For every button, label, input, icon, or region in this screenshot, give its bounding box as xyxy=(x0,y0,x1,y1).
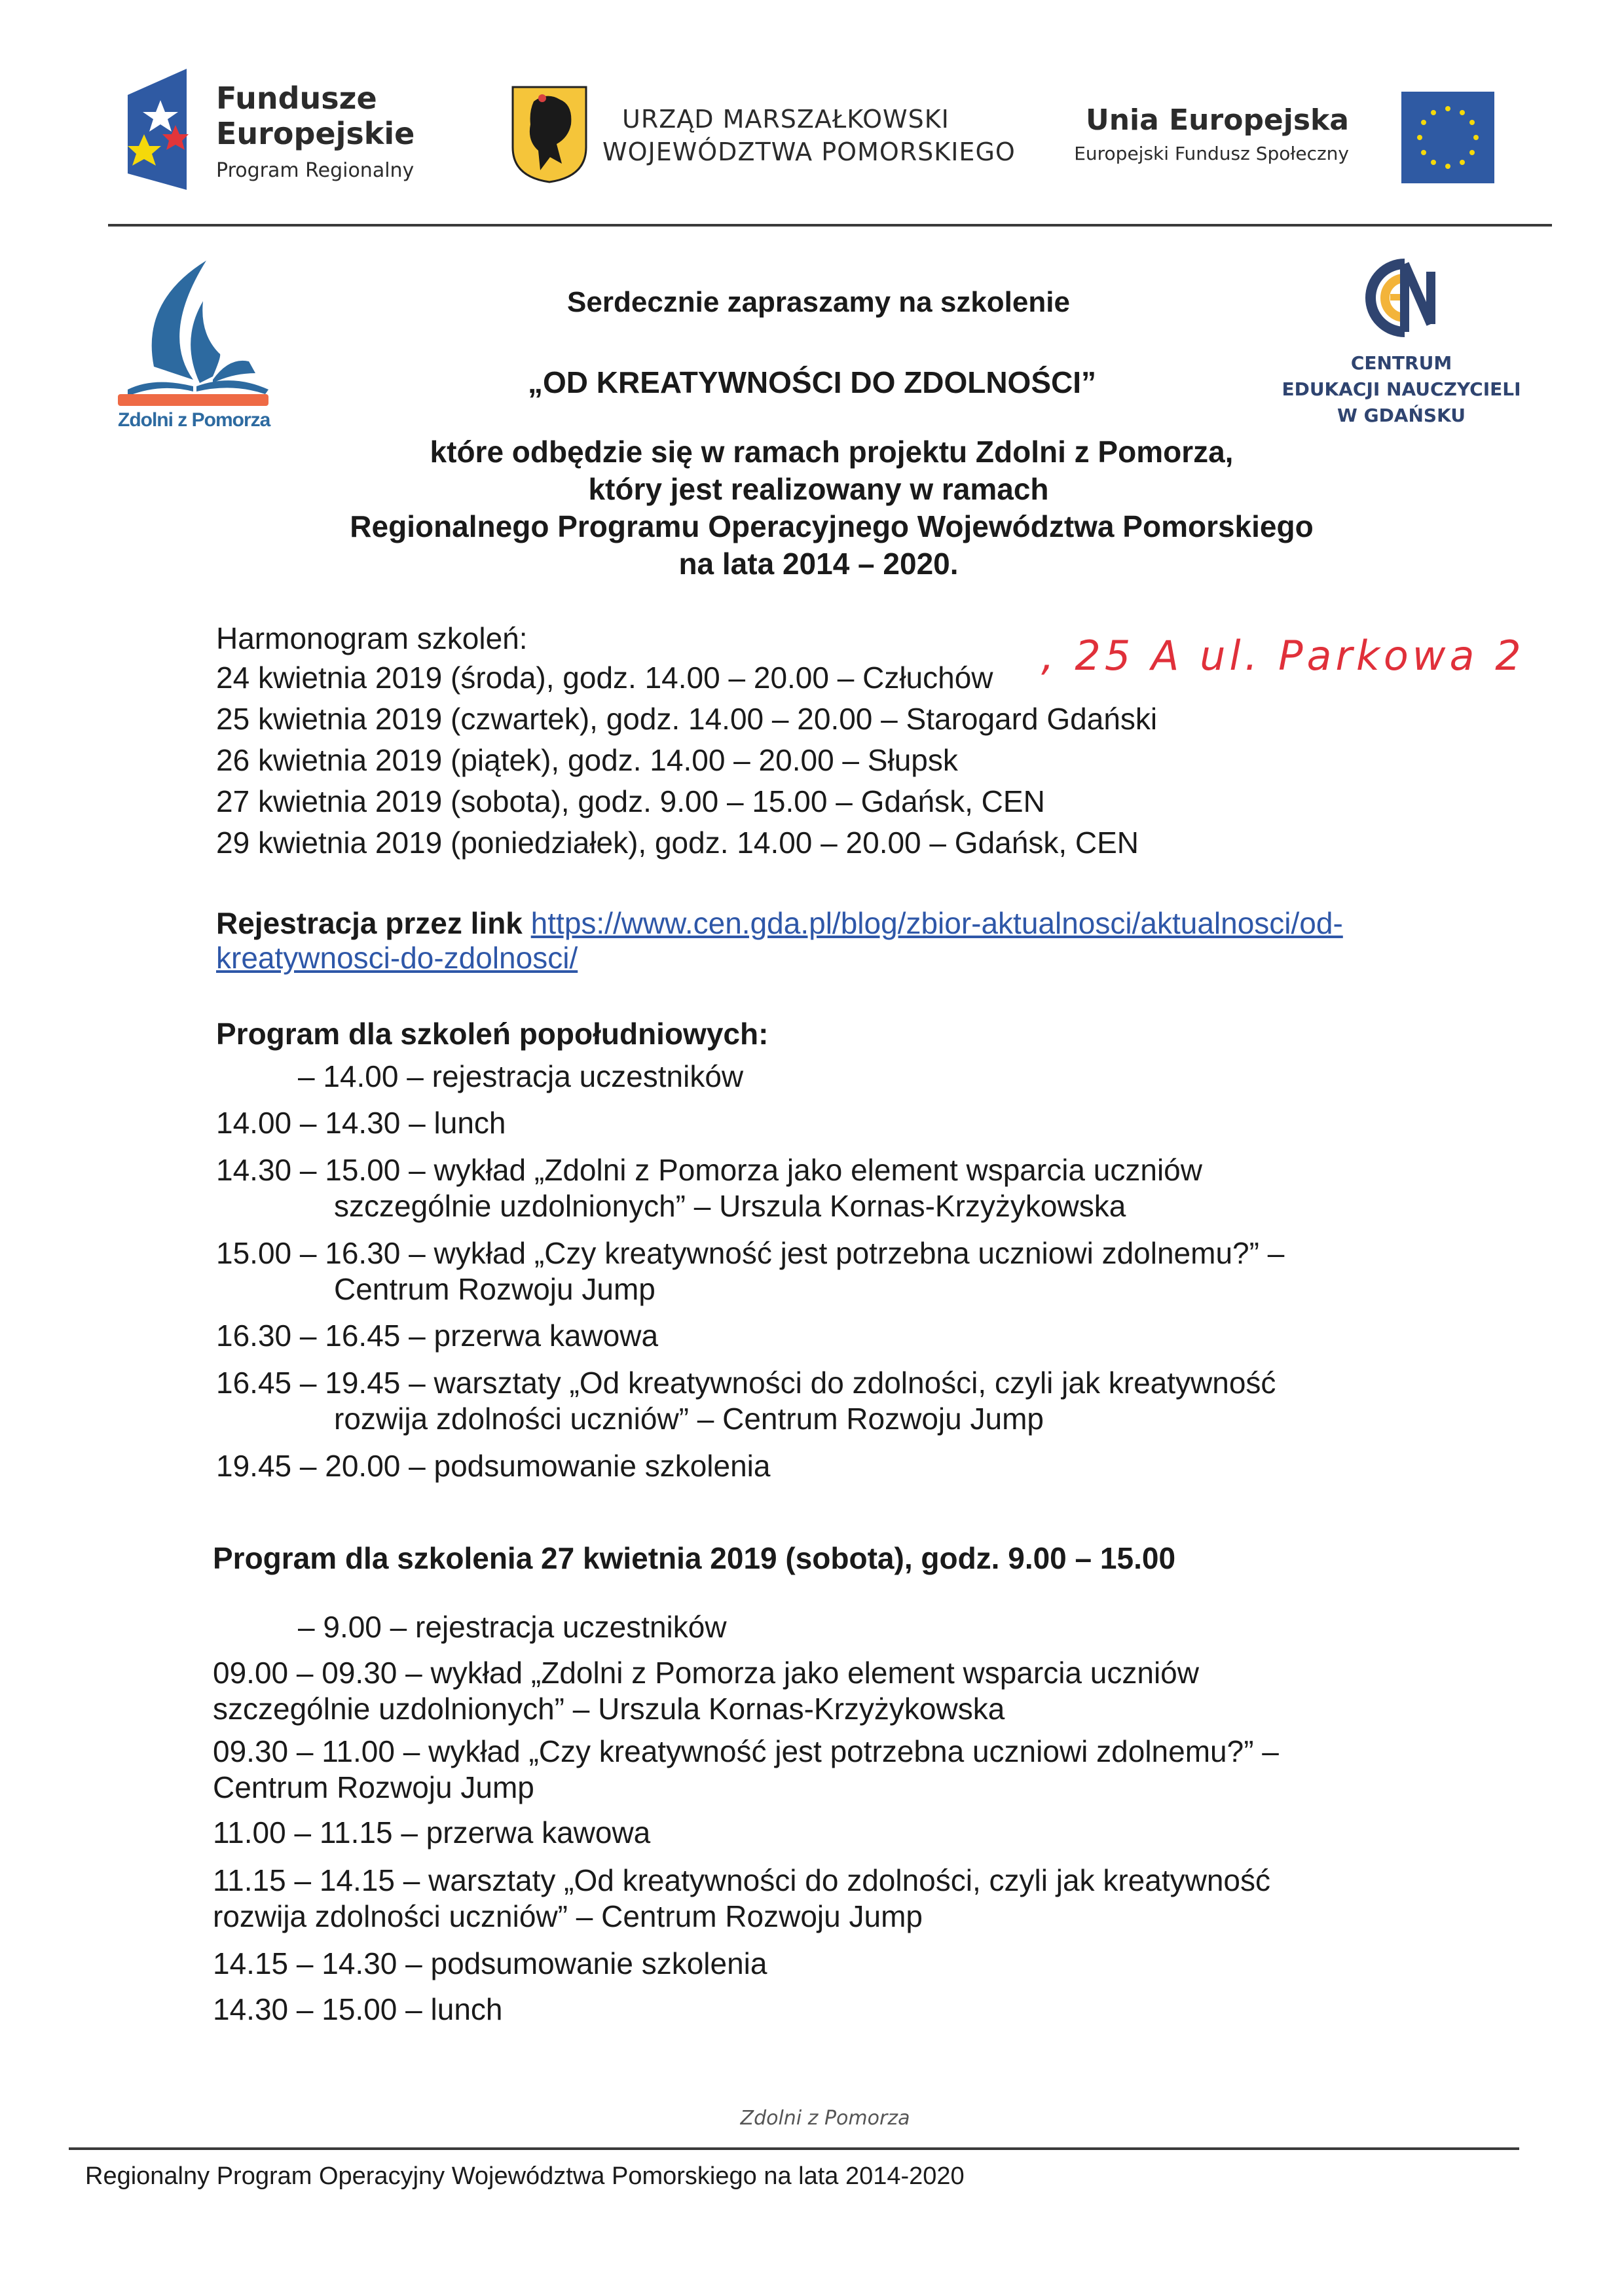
program-item-continued: Centrum Rozwoju Jump xyxy=(213,1770,534,1804)
eu-flag-icon xyxy=(1401,92,1494,183)
invite-text: Serdecznie zapraszamy na szkolenie xyxy=(567,286,1070,318)
eu-logo-line2: Europejski Fundusz Społeczny xyxy=(1074,143,1349,164)
program-item: 19.45 – 20.00 – podsumowanie szkolenia xyxy=(216,1449,771,1483)
registration-link-continued[interactable]: kreatywnosci-do-zdolnosci/ xyxy=(216,941,578,975)
schedule-item: 27 kwietnia 2019 (sobota), godz. 9.00 – 15.00 – Gdańsk, CEN xyxy=(216,784,1045,818)
intro-line-2: który jest realizowany w ramach xyxy=(588,472,1049,506)
intro-line-1: które odbędzie się w ramach projektu Zdolni z Pomorza, xyxy=(430,435,1234,469)
footer-divider xyxy=(69,2147,1519,2150)
program-item-continued: szczególnie uzdolnionych” – Urszula Kornas-Krzyżykowska xyxy=(213,1692,1005,1726)
registration-line xyxy=(216,905,1343,941)
schedule-item: 26 kwietnia 2019 (piątek), godz. 14.00 – 20.00 – Słupsk xyxy=(216,743,958,777)
program-item: 16.45 – 19.45 – warsztaty „Od kreatywności do zdolności, czyli jak kreatywność xyxy=(216,1366,1276,1400)
footer-program-text: Regionalny Program Operacyjny Województwa Pomorskiego na lata 2014-2020 xyxy=(85,2162,965,2190)
fe-flag-icon xyxy=(124,69,190,190)
intro-line-3: Regionalnego Programu Operacyjnego Województwa Pomorskiego xyxy=(350,509,1314,543)
cen-logo-line3: W GDAŃSKU xyxy=(1337,405,1466,426)
cen-logo-line1: CENTRUM xyxy=(1350,352,1452,374)
program-item: 14.30 – 15.00 – wykład „Zdolni z Pomorza jako element wsparcia uczniów xyxy=(216,1153,1202,1187)
fe-logo xyxy=(124,69,439,190)
program-item: 15.00 – 16.30 – wykład „Czy kreatywność jest potrzebna uczniowi zdolnemu?” – xyxy=(216,1236,1285,1270)
schedule-item: 25 kwietnia 2019 (czwartek), godz. 14.00 – 20.00 – Starogard Gdański xyxy=(216,702,1158,736)
footer-project-name: Zdolni z Pomorza xyxy=(740,2107,910,2130)
handwritten-address-note: , 25 A ul. Parkowa 2 xyxy=(1041,632,1525,680)
fe-logo-line2: Europejskie xyxy=(216,116,415,151)
eu-logo xyxy=(1061,85,1545,190)
cen-logo-line2: EDUKACJI NAUCZYCIELI xyxy=(1282,378,1521,400)
program-item: 14.30 – 15.00 – lunch xyxy=(213,1992,503,2026)
program-item: 11.15 – 14.15 – warsztaty „Od kreatywności do zdolności, czyli jak kreatywność xyxy=(213,1863,1270,1897)
umwp-logo-line2: WOJEWÓDZTWA POMORSKIEGO xyxy=(602,137,1016,166)
program-item-continued: Centrum Rozwoju Jump xyxy=(334,1272,655,1306)
schedule-item: 29 kwietnia 2019 (poniedziałek), godz. 14.00 – 20.00 – Gdańsk, CEN xyxy=(216,826,1139,860)
training-title: „OD KREATYWNOŚCI DO ZDOLNOŚCI” xyxy=(527,365,1097,399)
program-item: – 14.00 – rejestracja uczestników xyxy=(298,1059,744,1093)
umwp-logo xyxy=(511,85,1035,183)
program-item-continued: rozwija zdolności uczniów” – Centrum Rozwoju Jump xyxy=(213,1899,923,1933)
program-item: 09.30 – 11.00 – wykład „Czy kreatywność jest potrzebna uczniowi zdolnemu?” – xyxy=(213,1734,1279,1768)
registration-link[interactable]: https://www.cen.gda.pl/blog/zbior-aktualnosci/aktualnosci/od- xyxy=(530,906,1343,940)
schedule-item: 24 kwietnia 2019 (środa), godz. 14.00 – 20.00 – Człuchów xyxy=(216,661,993,695)
eu-logo-line1: Unia Europejska xyxy=(1085,103,1349,137)
program-item: – 9.00 – rejestracja uczestników xyxy=(298,1610,727,1644)
program-item: 16.30 – 16.45 – przerwa kawowa xyxy=(216,1319,659,1353)
program-item-continued: rozwija zdolności uczniów” – Centrum Rozwoju Jump xyxy=(334,1402,1044,1436)
griffin-crest-icon xyxy=(511,85,588,183)
zdolni-logo-caption: Zdolni z Pomorza xyxy=(118,409,270,431)
program-item: 11.00 – 11.15 – przerwa kawowa xyxy=(213,1815,651,1850)
zdolni-z-pomorza-logo xyxy=(108,255,298,439)
schedule-heading: Harmonogram szkoleń: xyxy=(216,621,528,655)
program-item: 09.00 – 09.30 – wykład „Zdolni z Pomorza jako element wsparcia uczniów xyxy=(213,1656,1199,1690)
program-item: 14.00 – 14.30 – lunch xyxy=(216,1106,506,1140)
afternoon-program-heading: Program dla szkoleń popołudniowych: xyxy=(216,1017,769,1051)
fe-logo-line3: Program Regionalny xyxy=(216,159,415,182)
saturday-program-heading: Program dla szkolenia 27 kwietnia 2019 (sobota), godz. 9.00 – 15.00 xyxy=(213,1541,1176,1575)
fe-logo-line1: Fundusze xyxy=(216,81,377,116)
program-item-continued: szczególnie uzdolnionych” – Urszula Kornas-Krzyżykowska xyxy=(334,1189,1126,1223)
header-divider xyxy=(108,224,1552,227)
program-item: 14.15 – 14.30 – podsumowanie szkolenia xyxy=(213,1946,767,1980)
intro-line-4: na lata 2014 – 2020. xyxy=(678,547,959,581)
umwp-logo-line1: URZĄD MARSZAŁKOWSKI xyxy=(622,105,950,134)
cen-logo xyxy=(1277,259,1526,435)
registration-label: Rejestracja przez link xyxy=(216,906,523,940)
